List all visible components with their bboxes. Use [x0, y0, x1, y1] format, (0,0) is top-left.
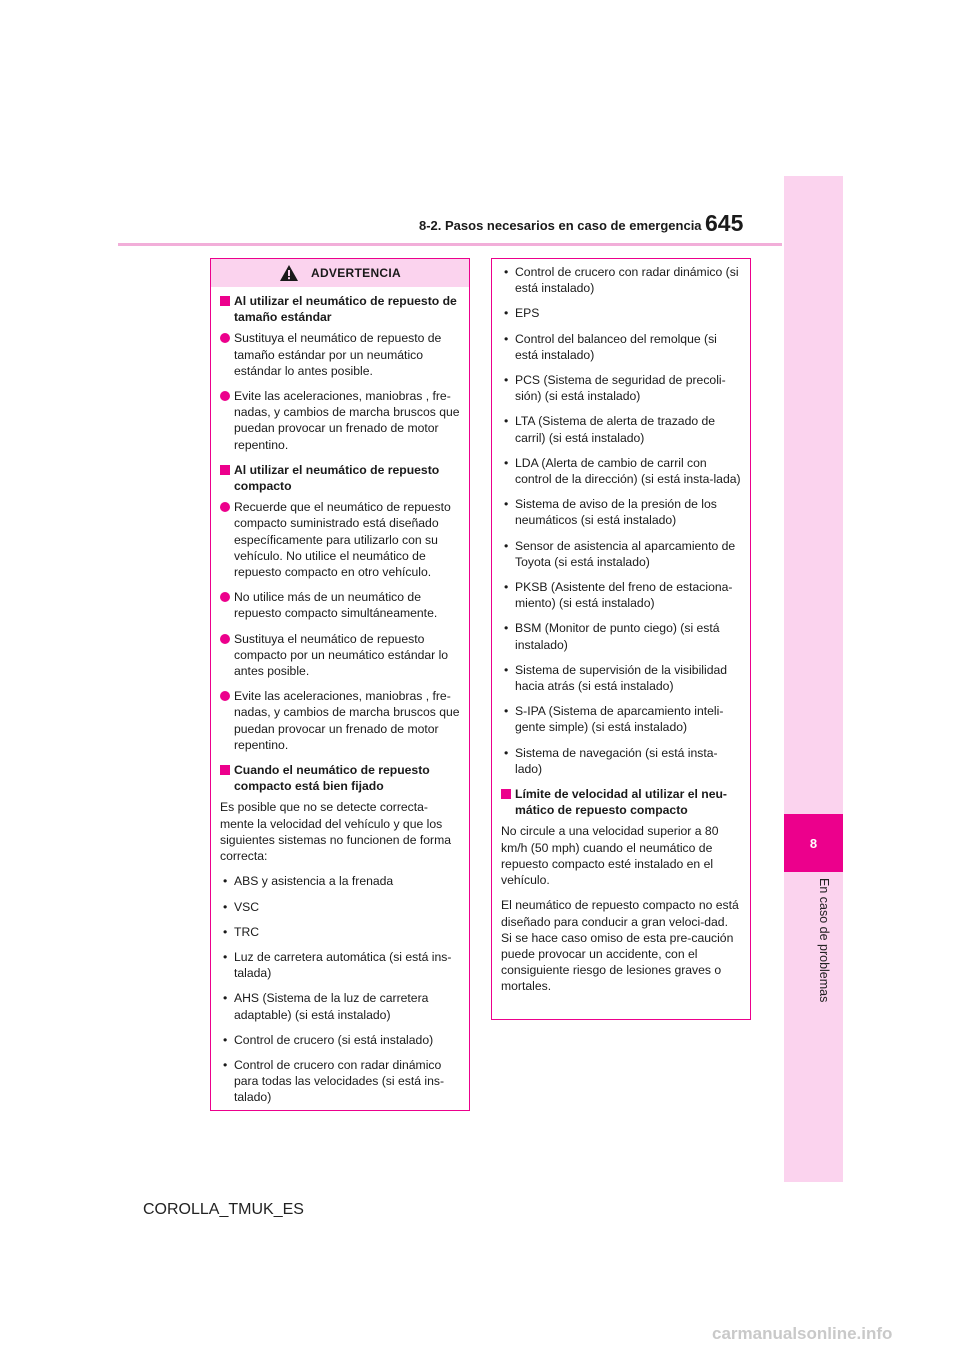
circle-bullet-item: No utilice más de un neumático de repuesto compacto simultáneamente.: [220, 589, 461, 621]
header-rule: [118, 243, 782, 246]
bullet-item: • AHS (Sistema de la luz de carretera adaptable) (si está instalado): [220, 990, 461, 1022]
bullet-item: • Control de crucero con radar dinámico (si está instalado): [501, 264, 742, 296]
bullet-item: • VSC: [220, 899, 461, 915]
right-column-content: [501, 264, 742, 995]
section-heading: Cuando el neumático de repuesto compacto está bien fijado: [220, 762, 461, 794]
bullet-item: • Sistema de supervisión de la visibilidad hacia atrás (si está instalado): [501, 662, 742, 694]
bullet-item: • BSM (Monitor de punto ciego) (si está instalado): [501, 620, 742, 652]
bullet-item: • Sistema de aviso de la presión de los neumáticos (si está instalado): [501, 496, 742, 528]
paragraph: No circule a una velocidad superior a 80 km/h (50 mph) cuando el neumático de repuesto compacto esté instalado en el vehículo.: [501, 824, 719, 888]
chapter-number-box: [784, 814, 843, 872]
bullet-item: • Control de crucero con radar dinámico para todas las velocidades (si está ins-talado): [220, 1057, 461, 1106]
left-column-content: [220, 293, 461, 1106]
section-heading: Al utilizar el neumático de repuesto compacto: [220, 462, 461, 494]
bullet-item: • Sistema de navegación (si está insta-lado): [501, 745, 742, 777]
warning-triangle-icon: [279, 264, 299, 282]
chapter-title: En caso de problemas: [817, 878, 831, 1003]
warning-title: ADVERTENCIA: [311, 266, 401, 280]
bullet-item: • LTA (Sistema de alerta de trazado de carril) (si está instalado): [501, 413, 742, 445]
circle-bullet-item: Evite las aceleraciones, maniobras , fre-nadas, y cambios de marcha bruscos que puedan provocar un frenado de motor repentino.: [220, 388, 461, 453]
warning-header: [211, 259, 469, 287]
bullet-item: • Control del balanceo del remolque (si está instalado): [501, 331, 742, 363]
bullet-item: • ABS y asistencia a la frenada: [220, 873, 461, 889]
model-code: COROLLA_TMUK_ES: [143, 1201, 304, 1218]
bullet-item: • Luz de carretera automática (si está ins-talada): [220, 949, 461, 981]
paragraph: Es posible que no se detecte correcta-mente la velocidad del vehículo y que los siguientes sistemas no funcionen de forma correcta:: [220, 800, 452, 864]
paragraph: El neumático de repuesto compacto no está diseñado para conducir a gran veloci-dad. Si se hace caso omiso de esta pre-caución puede provocar un accidente, con el consiguiente riesgo de lesiones graves o mortales.: [501, 898, 739, 994]
circle-bullet-item: Sustituya el neumático de repuesto de tamaño estándar por un neumático estándar lo antes posible.: [220, 330, 461, 379]
bullet-item: • S-IPA (Sistema de aparcamiento inteli-gente simple) (si está instalado): [501, 703, 742, 735]
bullet-item: • PKSB (Asistente del freno de estaciona-miento) (si está instalado): [501, 579, 742, 611]
circle-bullet-item: Recuerde que el neumático de repuesto compacto suministrado está diseñado específicamente para utilizarlo con su vehículo. No utilice el neumático de repuesto compacto en otro vehículo.: [220, 499, 461, 580]
warning-box-left: [210, 258, 470, 1111]
page-number: 645: [705, 210, 744, 236]
circle-bullet-item: Evite las aceleraciones, maniobras , fre-nadas, y cambios de marcha bruscos que puedan provocar un frenado de motor repentino.: [220, 688, 461, 753]
bullet-item: • LDA (Alerta de cambio de carril con control de la dirección) (si está insta-lada): [501, 455, 742, 487]
section-heading: Al utilizar el neumático de repuesto de tamaño estándar: [220, 293, 461, 325]
bullet-item: • Control de crucero (si está instalado): [220, 1032, 461, 1048]
bullet-item: • Sensor de asistencia al aparcamiento de Toyota (si está instalado): [501, 538, 742, 570]
circle-bullet-item: Sustituya el neumático de repuesto compacto por un neumático estándar lo antes posible.: [220, 631, 461, 680]
bullet-item: • EPS: [501, 305, 742, 321]
section-heading: Límite de velocidad al utilizar el neu-mático de repuesto compacto: [501, 786, 742, 818]
warning-box-right: [491, 258, 751, 1020]
watermark: carmanualsonline.info: [712, 1324, 893, 1343]
bullet-item: • TRC: [220, 924, 461, 940]
chapter-number: 8: [809, 835, 818, 851]
section-title: 8-2. Pasos necesarios en caso de emergencia: [419, 218, 702, 233]
bullet-item: • PCS (Sistema de seguridad de precoli-sión) (si está instalado): [501, 372, 742, 404]
